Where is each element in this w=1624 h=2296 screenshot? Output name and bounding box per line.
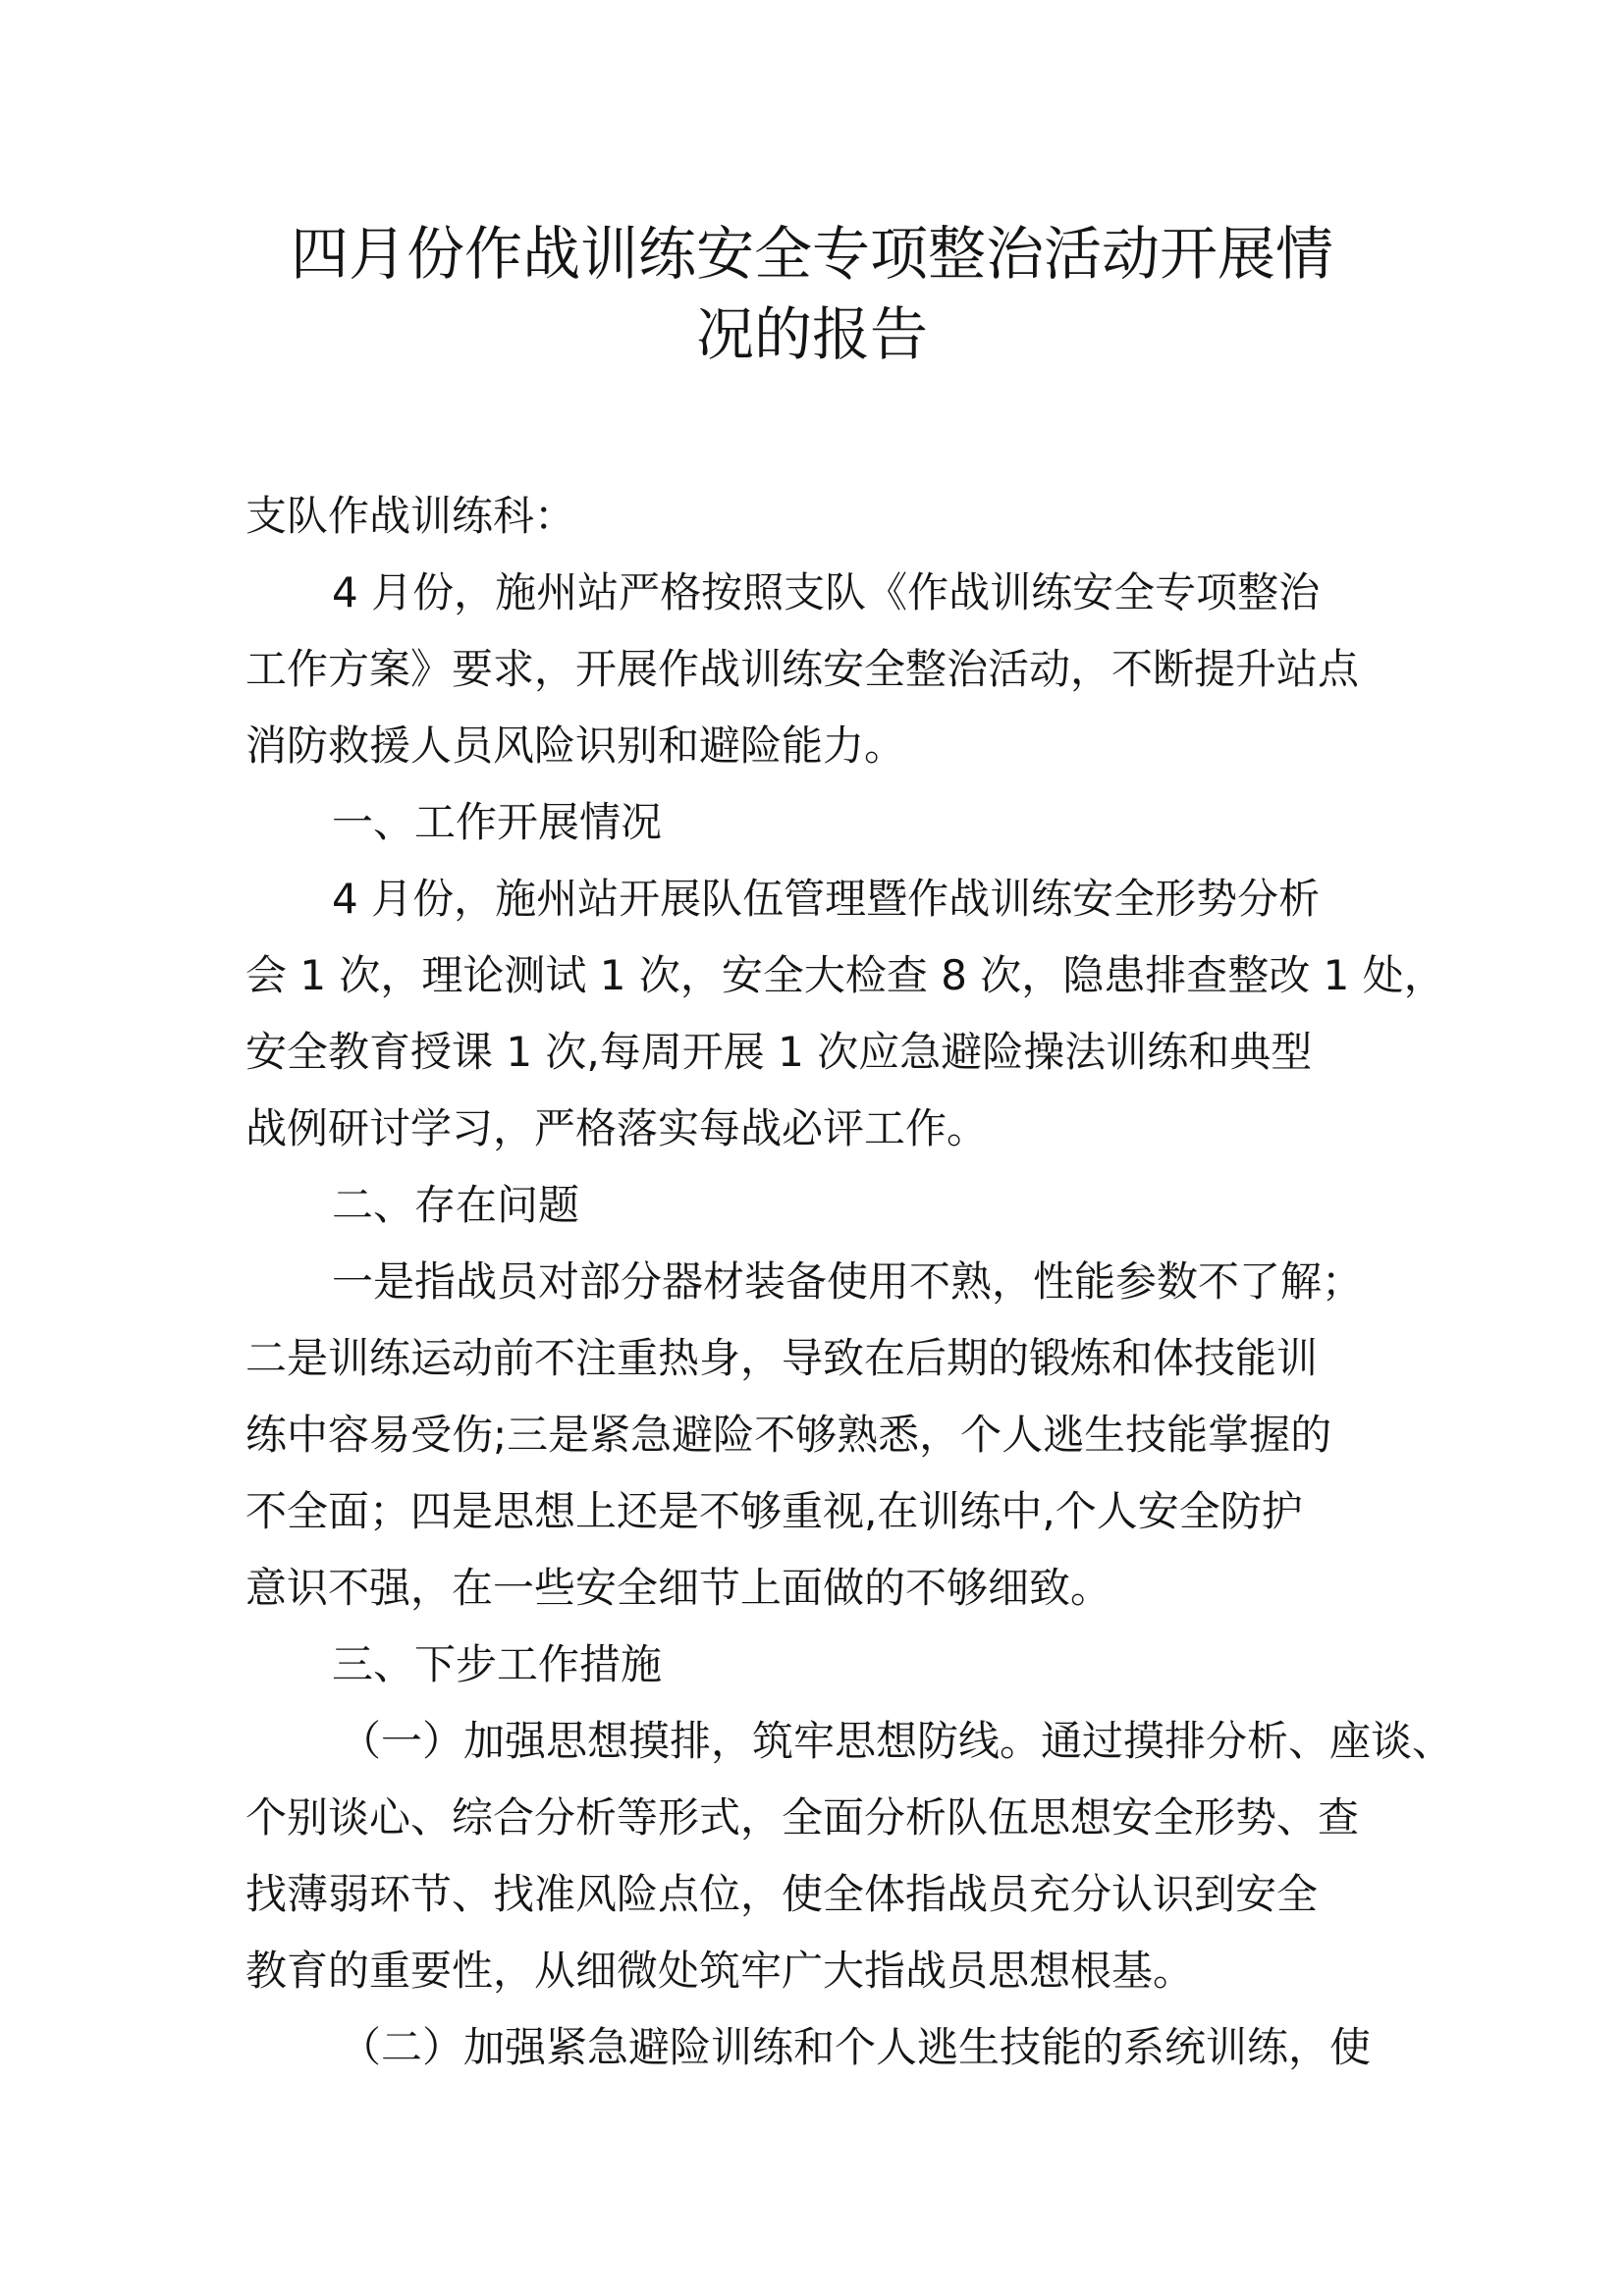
section3-item2-paragraph	[245, 2009, 1384, 2086]
section2-heading: 二、存在问题	[332, 1181, 580, 1229]
intro-paragraph	[245, 555, 1384, 784]
section1-heading: 一、工作开展情况	[332, 798, 663, 846]
intro-line-3: 消防救援人员风险识别和避险能力。	[245, 721, 906, 770]
section2-line-4: 不全面；四是思想上还是不够重视,在训练中,个人安全防护	[245, 1487, 1303, 1535]
section2-line-1: 一是指战员对部分器材装备使用不熟，性能参数不了解；	[332, 1257, 1364, 1306]
title-line-2: 况的报告	[695, 300, 928, 368]
intro-line-1: 4 月份，施州站严格按照支队《作战训练安全专项整治	[332, 568, 1321, 616]
salutation: 支队作战训练科：	[245, 492, 576, 540]
section3-item1-line-1: （一）加强思想摸排，筑牢思想防线。通过摸排分析、座谈、	[340, 1717, 1454, 1765]
section3-item1-line-3: 找薄弱环节、找准风险点位，使全体指战员充分认识到安全	[245, 1870, 1319, 1918]
section3-item1-line-4: 教育的重要性，从细微处筑牢广大指战员思想根基。	[245, 1947, 1195, 1995]
document-title	[226, 214, 1398, 375]
section1-line-2: 会 1 次，理论测试 1 次，安全大检查 8 次，隐患排查整改 1 处，	[245, 951, 1445, 999]
section2-line-2: 二是训练运动前不注重热身，导致在后期的锻炼和体技能训	[245, 1334, 1319, 1382]
section2-paragraph	[245, 1244, 1384, 1627]
title-line-1: 四月份作战训练安全专项整治活动开展情	[290, 220, 1333, 288]
section1-paragraph	[245, 861, 1445, 1167]
section1-line-1: 4 月份，施州站开展队伍管理暨作战训练安全形势分析	[332, 875, 1321, 923]
document-body	[245, 478, 1454, 2086]
section2-line-3: 练中容易受伤;三是紧急避险不够熟悉，个人逃生技能掌握的	[245, 1411, 1332, 1459]
section3-item1-line-2: 个别谈心、综合分析等形式，全面分析队伍思想安全形势、查	[245, 1793, 1360, 1842]
section2-line-5: 意识不强，在一些安全细节上面做的不够细致。	[245, 1564, 1112, 1612]
section1-line-4: 战例研讨学习，严格落实每战必评工作。	[245, 1104, 989, 1152]
section3-heading: 三、下步工作措施	[332, 1640, 663, 1688]
section3-item1-paragraph	[245, 1703, 1454, 2009]
section3-item2-line-1: （二）加强紧急避险训练和个人逃生技能的系统训练，使	[340, 2023, 1372, 2071]
intro-line-2: 工作方案》要求，开展作战训练安全整治活动，不断提升站点	[245, 645, 1360, 693]
section1-line-3: 安全教育授课 1 次,每周开展 1 次应急避险操法训练和典型	[245, 1028, 1313, 1076]
